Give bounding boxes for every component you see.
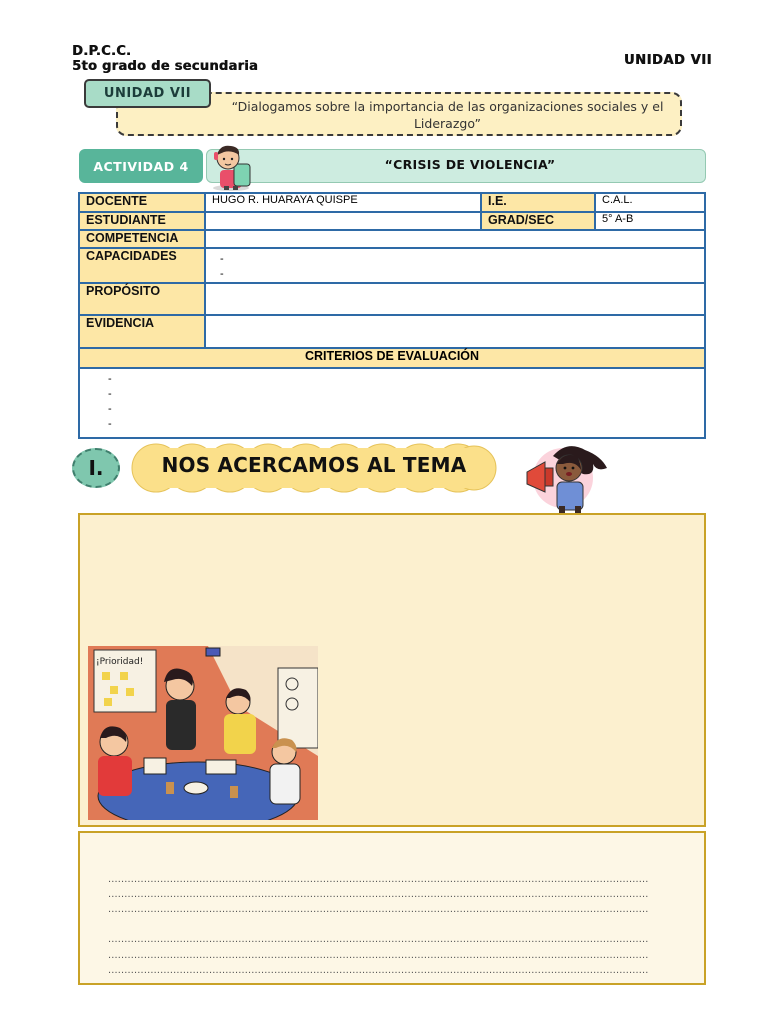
docente-label: DOCENTE [79, 193, 205, 212]
competencia-value[interactable] [205, 230, 705, 248]
header-org: D.P.C.C. [72, 44, 132, 59]
competencia-label: COMPETENCIA [79, 230, 205, 248]
capacidades-value [205, 248, 705, 283]
activity-tag: ACTIVIDAD 4 [79, 149, 203, 183]
gradsec-label: GRAD/SEC [481, 212, 595, 230]
ie-value: C.A.L. [595, 193, 705, 212]
criterios-header: CRITERIOS DE EVALUACIÓN [79, 348, 705, 368]
girl-megaphone-icon [523, 442, 611, 514]
capacidad-item: - [220, 268, 224, 280]
header-unit: UNIDAD VII [623, 53, 712, 68]
proposito-label: PROPÓSITO [79, 283, 205, 315]
proposito-value[interactable] [205, 283, 705, 315]
header-left [72, 44, 258, 74]
answer-line: ...................................................................................................................................................................... [108, 873, 649, 885]
board-text: ¡Prioridad! [96, 657, 144, 667]
section-title: NOS ACERCAMOS AL TEMA [161, 453, 467, 477]
answer-line: ...................................................................................................................................................................... [108, 964, 649, 976]
unit-tag: UNIDAD VII [84, 79, 211, 108]
group-meeting-illustration [88, 646, 318, 820]
info-table [78, 192, 706, 439]
answer-line: ...................................................................................................................................................................... [108, 949, 649, 961]
capacidades-label: CAPACIDADES [79, 248, 205, 283]
section-number: I. [72, 448, 120, 488]
docente-value: HUGO R. HUARAYA QUISPE [205, 193, 481, 212]
estudiante-value[interactable] [205, 212, 481, 230]
evidencia-value[interactable] [205, 315, 705, 348]
answer-line: ...................................................................................................................................................................... [108, 903, 649, 915]
unit-title: “Dialogamos sobre la importancia de las organizaciones sociales y el Liderazgo” [231, 99, 664, 131]
capacidad-item: - [220, 253, 224, 265]
answer-line: ...................................................................................................................................................................... [108, 933, 649, 945]
criterio-item: - [108, 373, 112, 385]
activity-title: “CRISIS DE VIOLENCIA” [384, 157, 556, 172]
evidencia-label: EVIDENCIA [79, 315, 205, 348]
criterio-item: - [108, 418, 112, 430]
header-grade: 5to grado de secundaria [72, 59, 259, 74]
estudiante-label: ESTUDIANTE [79, 212, 205, 230]
criterios-list [79, 368, 705, 438]
criterio-item: - [108, 403, 112, 415]
gradsec-value: 5° A-B [595, 212, 705, 230]
ie-label: I.E. [481, 193, 595, 212]
answer-line: ...................................................................................................................................................................... [108, 888, 649, 900]
criterio-item: - [108, 388, 112, 400]
student-reading-icon [204, 140, 258, 192]
